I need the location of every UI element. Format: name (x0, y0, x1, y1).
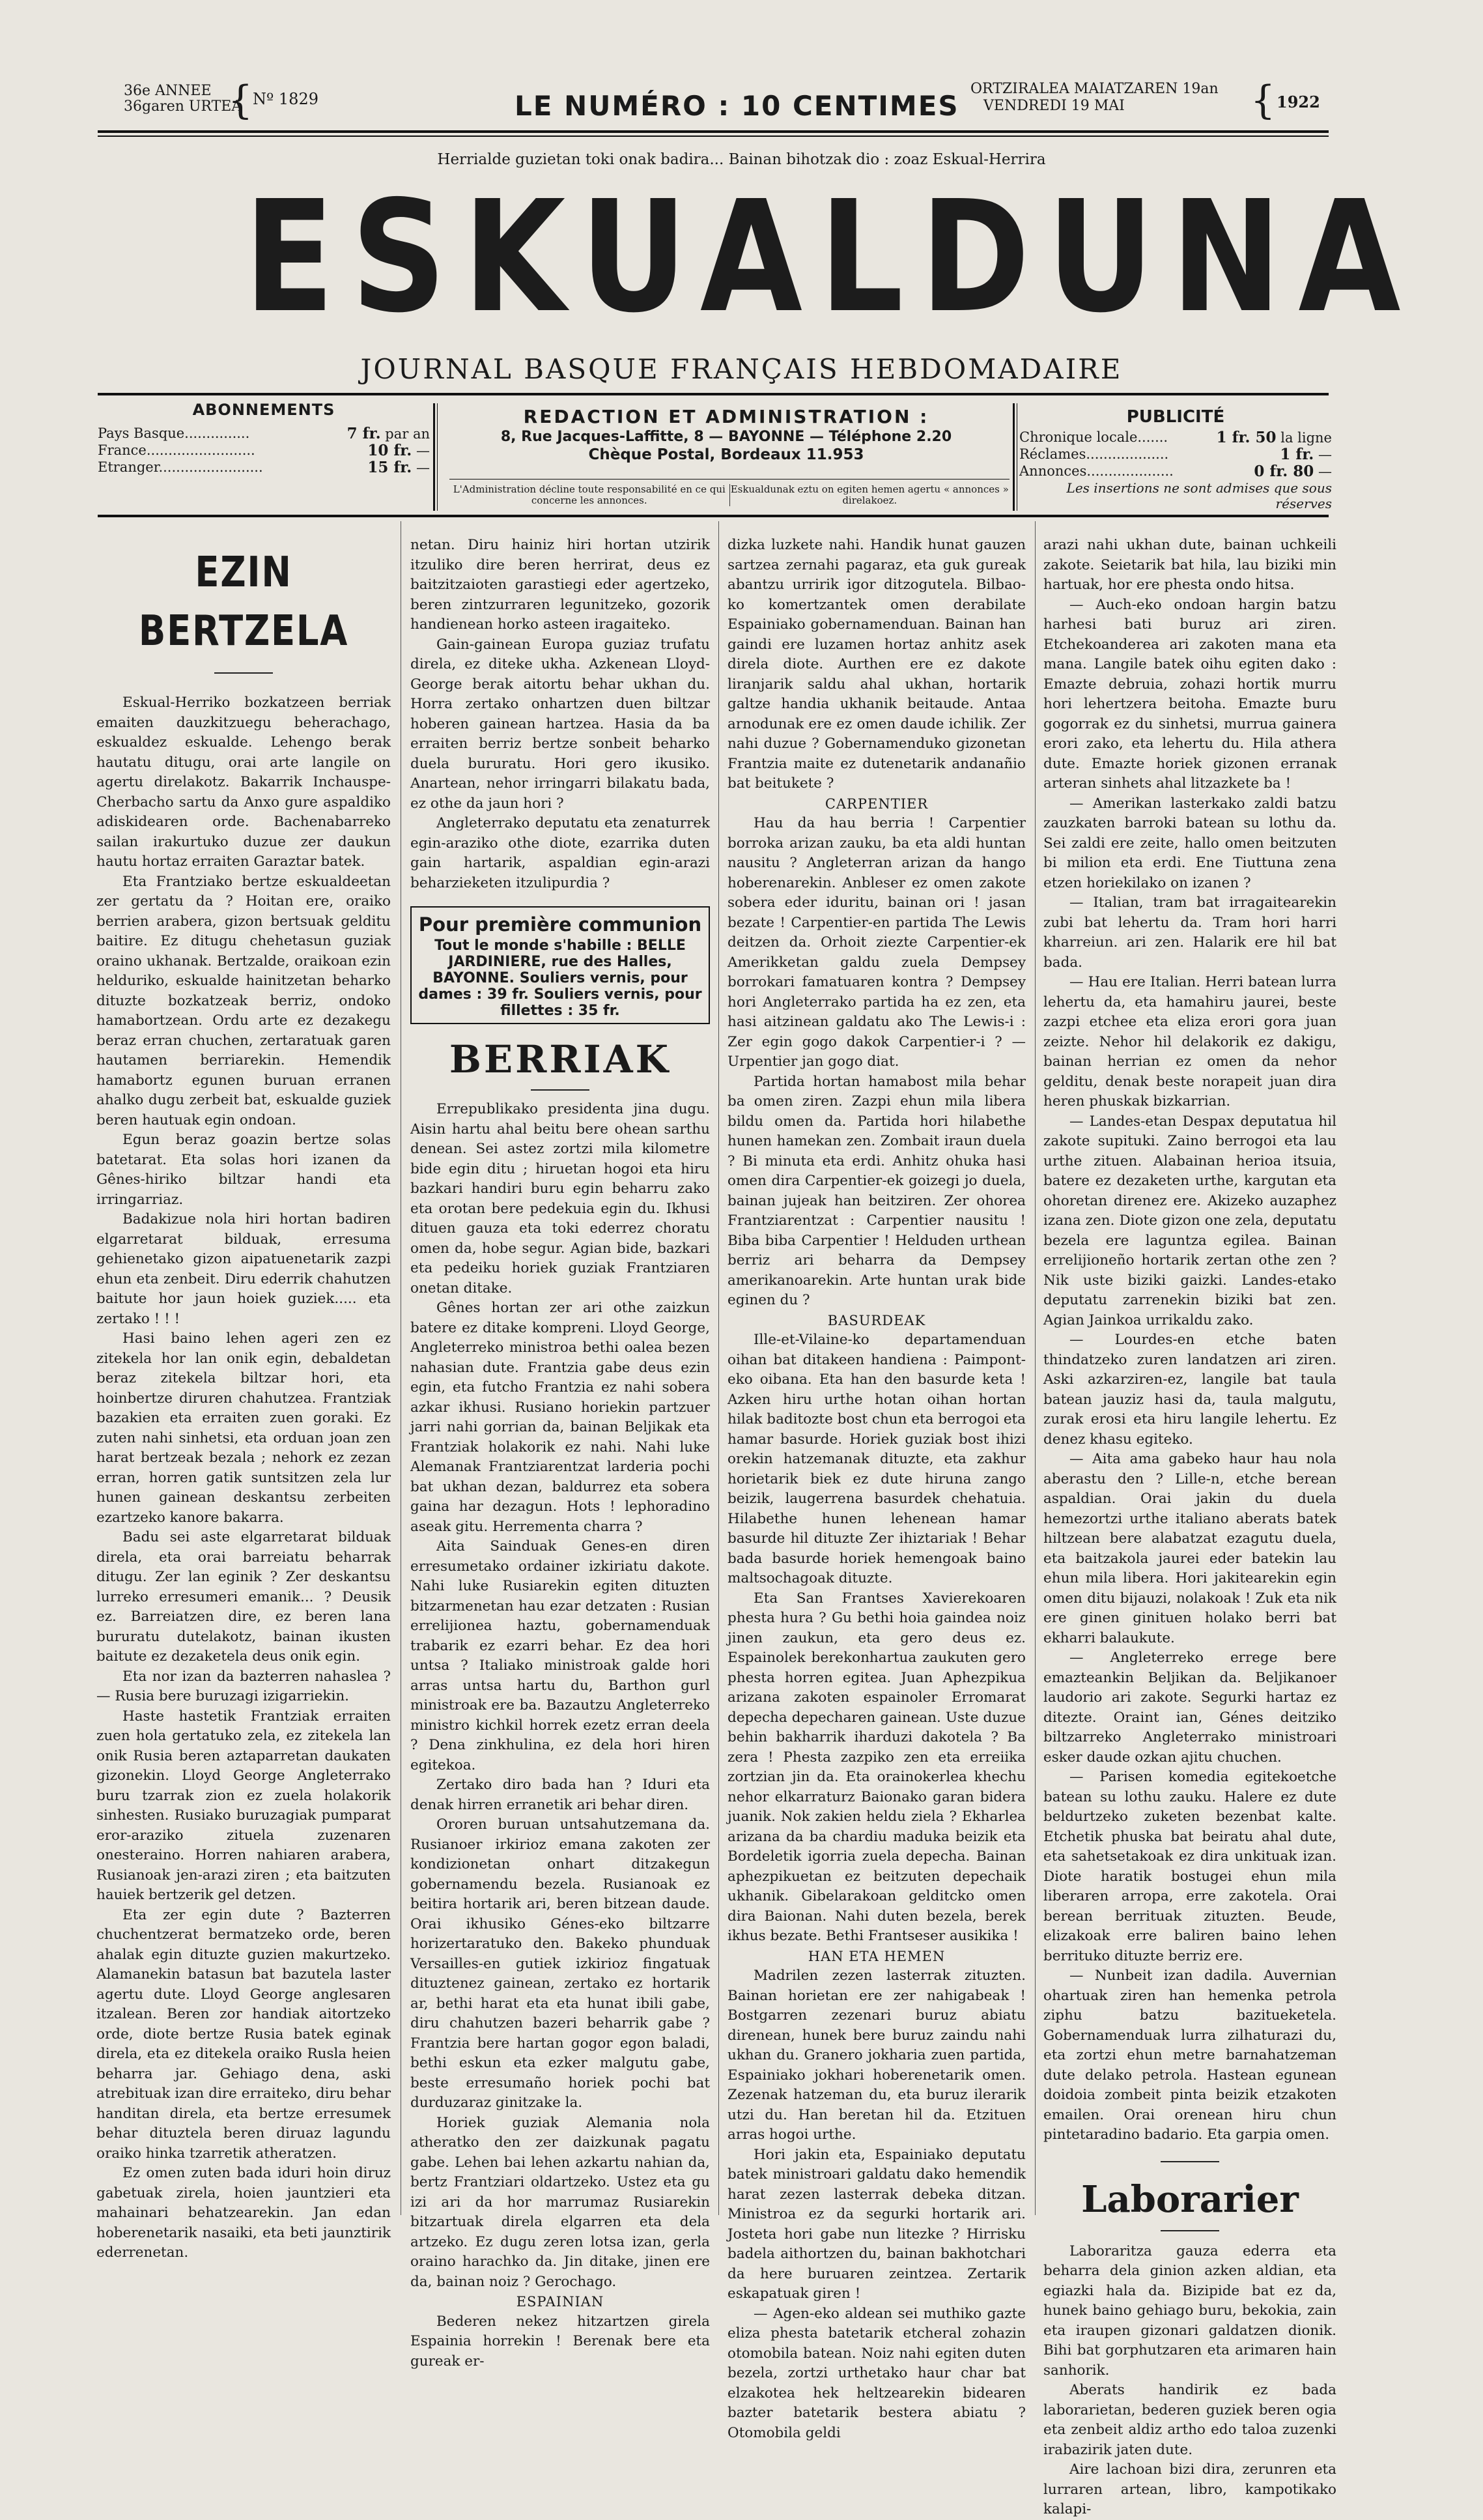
motto: Herrialde guzietan toki onak badira... Bainan bihotzak dio : zoaz Eskual-Herrira (437, 151, 1046, 168)
section-rule (1161, 2161, 1219, 2162)
masthead-rule (98, 136, 1329, 137)
paragraph: Badu sei aste elgarretarat bilduak direla, eta orai barreiatu beharrak ditugu. Zer lan eginik ? Zer deskantsu lurreko erresumeri emanik... ? Deusik ez. Barreiatzen dire, ez beren lana bururatu dutelakotz, bainan ikusten baitute ez dezaketela deus onik egin. (96, 1529, 391, 1665)
row-price: 1 fr. (1280, 446, 1314, 463)
urtea-label: 36garen URTEA (124, 98, 242, 115)
row-unit: — (1318, 464, 1332, 480)
box-bottom-rule (98, 515, 1329, 517)
masthead-rule (98, 130, 1329, 133)
paragraph: — Hau ere Italian. Herri batean lurra lehertu da, eta hamahiru jaurei, beste zazpi etchee eta eliza erori gora juan zeizte. Nehor hil delakorik ez dakigu, bainan herrian ez omen da nehor gelditu, denak beste norapeit juan dira heren phuskak bizkarrian. (1043, 974, 1336, 1110)
section-title: ESPAINIAN (516, 2294, 604, 2310)
note-french: L'Administration décline toute responsabilité en ce qui concerne les annonces. (449, 484, 730, 506)
headline-rule (531, 1089, 589, 1091)
paragraph: Partida hortan hamabost mila behar ba omen ziren. Zazpi ehun mila libera bildu omen da. Partida hori hilabethe hunen hamekan zen. Zombait iraun duela ? Bi minuta eta erdi. Anhitz ohuka hasi omen dira Carpentier-ek goizegi jo duela, bainan jujeak han beitziren. Zer ohorea Frantziarentzat : Carpentier nausitu ! Biba biba Carpentier ! Helduden urthean berriz ari beharra da Dempsey amerikanoarekin. Arte huntan urak bide eginen du ? (727, 1073, 1026, 1308)
paragraph: Zertako diro bada han ? Iduri eta denak hirren erranetik ari behar diren. (410, 1777, 710, 1813)
paragraph: Hori jakin eta, Espainiako deputatu batek ministroari galdatu dako hemendik harat zezen lasterrak debeka ditzan. Ministroa ez da segurki hortarik ari. Josteta hori gabe nun litezke ? Hirrisku badela aithortzen du, bainan bakhotchari da here buruaren zeintzea. Zertarik eskapatuak giren ! (727, 2146, 1026, 2302)
issue-number: Nº 1829 (253, 90, 318, 108)
paragraph: Angleterrako deputatu eta zenaturrek egin-araziko othe diote, ezarrika duten gain hartarik, aspaldian egin-arazi beharzieketen itzulipurdia ? (410, 815, 710, 891)
paragraph: Hasi baino lehen ageri zen ez zitekela hor lan onik egin, debaldetan beraz zitekela biltzar hori, eta hoinbertze diruren chahutzea. Frantziak bazakien eta erraiten zuen goraki. Ez zuten nahi sinhetsi, eta orduan joan zen harat bertzeak bezala ; nehork ez zezan erran, horren gatik suntsitzen zela lur hunen gainean deskantsu zerbeiten ezartzeko kanore bakarra. (96, 1330, 391, 1526)
paragraph: Eta San Frantses Xavierekoaren phesta hura ? Gu bethi hoia gaindea noiz jinen zaukun, eta gero deus ez. Espainolek berekonhartua zaukuten gero phesta horren egitea. Juan Aphezpikua arizana zakoten espainoler Erromarat depecha depecharen gainean. Uste duzue behin bakharrik iharduzi dakotela ? Ba zera ! Phesta zazpiko zen eta erreiika zortzian jin da. Eta orainokerlea khechu nehor elkarraturz Baionako garan bidera juanik. Nok zakien heldu ziela ? Ekharlea arizana da ba chardiu maduka beizik eta Bordeletik igorria zuela depecha. Bainan aphezpikuetan ez beitzuten depechaik ukhanik. Gibelarakoan gelditcko omen dira Baionan. Nahi duten bezela, berek ikhus bezate. Bethi Frantseser ausikika ! (727, 1590, 1026, 1944)
redaction-cheque: Chèque Postal, Bordeaux 11.953 (588, 446, 864, 463)
redaction-address: 8, Rue Jacques-Laffitte, 8 — BAYONNE — Téléphone 2.20 (500, 429, 952, 445)
paragraph: — Parisen komedia egitekoetche batean su lothu zauku. Halere ez dute beldurtzeko zuketen bezenbat kalte. Etchetik phuska bat beiratu ahal dute, eta sahetsetakoak ez dira unkituak izan. Diote haratik bostugei ehun mila liberaren arropa, erre zakotela. Orai berean berrituak zituzten. Beude, elizakoak erre baliren baino lehen berrituko dituzte berriz ere. (1043, 1769, 1336, 1964)
paragraph: Madrilen zezen lasterrak zituzten. Bainan horietan ere zer nahigabeak ! Bostgarren zezenari buruz abiatu direnean, hunek bere buruz zaindu nahi ukhan du. Granero jokharia zuen partida, Espainiako jokhari hoberenetarik omen. Zezenak hatzeman du, eta buruz ilerarik utzi du. Han beretan hil da. Etzituen arras hogoi urthe. (727, 1968, 1026, 2143)
row-unit: — (416, 443, 430, 459)
paragraph: — Auch-eko ondoan hargin batzu harhesi bati buruz ari ziren. Etchekoanderea ari zakoten mana eta mana. Langile batek oihu egiten dako : Emazte debruia, zohazi hortik murru hori lehertzera beitoha. Emazte buru gogorrak ez du sinhetsi, murrua gainera erori zako, eta lehertu du. Hila athera dute. Emazte horiek gizonen erranak arteran sinhets ahal litzazkete ba ! (1043, 596, 1336, 792)
box-divider (433, 403, 435, 511)
price-row (1019, 463, 1332, 480)
column-1 (96, 536, 391, 2263)
ad-body: Tout le monde s'habille : BELLE JARDINIERE, rue des Halles, BAYONNE. Souliers vernis, pour dames : 39 fr. Souliers vernis, pour fillettes : 35 fr. (418, 938, 702, 1019)
price-row (98, 459, 430, 476)
paragraph: — Nunbeit izan dadila. Auvernian ohartuak ziren han hemenka petrola ziphu batzu bazitueketela. Gobernamenduak lurra zilhaturazi du, eta zortzi ehun metre barnahatzeman dute delako petrola. Hastean egunean doidoia zombeit pinta beizik etzakoten emailen. Orai orenean hiru chun pintetaradino badario. Eta garpia omen. (1043, 1968, 1336, 2143)
paragraph: Horiek guziak Alemania nola atheratko den zer daizkunak pagatu gabe. Lehen bai lehen azkartu nahian da, bertz Frantziari oldartzeko. Ustez eta gu izi ari da hor marrumaz Rusiarekin bitzartuak direla elgarren eta dela artzeko. Ez dugu zeren lotsa izan, gerla oraino harachko da. Jin ditake, jinen ere da, bainan noiz ? Gerochago. (410, 2114, 710, 2290)
publicite-note: Les insertions ne sont admises que sous réserves (1066, 480, 1332, 511)
headline-rule (1161, 2230, 1219, 2231)
paragraph: Ororen buruan untsahutzemana da. Rusianoer irkirioz emana zakoten zer kondizionetan onhart ditzakegun gobernamendu bezela. Rusianoak ez beitira hortarik ari, beren bitzean daude. Orai ikhusiko Génes-eko biltzarre horizertaratuko den. Bakeko phunduak Versailles-en gutiek izkirioz fingatuak dituztenez gainean, zertako ez hortarik ar, bethi harat eta eta hunat ibili gabe, diru chahutzen bazeri beharrik gabe ? Frantzia bere hartan gogor egon baladi, bethi eskun eta ezker malgutu gabe, beste erresumaño horiek pochi bat durduzaraz ginitzake la. (410, 1816, 710, 2111)
brace-decoration: { (228, 78, 253, 123)
subscription-box (98, 401, 1332, 511)
row-label: Etranger........................ (98, 459, 263, 475)
redaction-panel (443, 406, 1010, 463)
paragraph: Errepublikako presidenta jina dugu. Aisin hartu ahal beitu bere ohean sarthu denean. Sei astez zortzi mila kilometre bide egin ditu ; hiruetan hogoi eta hiru bazkari handiri buru egin beharru zako eta orotan bere pedekuia egin du. Ikhusi dituen gauza eta toki ederrez choratu omen da, hobe segur. Agian bide, bazkari eta pedeiku horiek guziak Frantziaren onetan ditake. (410, 1101, 710, 1296)
redaction-notes (449, 484, 1010, 506)
paragraph: Eta nor izan da bazterren nahaslea ? — Rusia bere buruzagi izigarriekin. (96, 1668, 391, 1704)
row-unit: — (416, 460, 430, 476)
paragraph: Aberats handirik ez bada laborarietan, bederen guziek beren ogia eta zenbeit aldiz artho edo taloa zuzenki irabazirik jaten dute. (1043, 2382, 1336, 2458)
column-2 (410, 536, 710, 2371)
paragraph: Gênes hortan zer ari othe zaizkun batere ez ditake kompreni. Lloyd George, Angleterreko ministroa bethi oalea bezen nahasian dute. Frantzia gabe deus ezin egin, eta futcho Frantzia ez nahi sobera azkar ikhusi. Rusiano horiekin partzuer jarri nahi gorrian da, bainan Beljikak eta Frantziak holakorik ez nahi. Nahi luke Alemanak Frantziarentzat larderia pochi bat ukhan dezan, baldurrez eta sobera gaina har dezagun. Hots ! lephoradino aseak gitu. Herrementa charra ? (410, 1300, 710, 1535)
section-title: BASURDEAK (827, 1312, 926, 1328)
box-divider (437, 403, 438, 511)
column-rule (718, 521, 719, 2215)
subtitle-rule (98, 393, 1329, 395)
article-headline: EZIN BERTZELA (138, 549, 349, 655)
paragraph: Aire lachoan bizi dira, zerunren eta lurraren artean, libro, kampotikako kalapi- (1043, 2461, 1336, 2517)
row-label: Annonces.................... (1019, 463, 1174, 479)
ad-title: Pour première communion (418, 913, 702, 936)
publicite-heading: PUBLICITÉ (1126, 407, 1225, 427)
row-unit: — (1318, 447, 1332, 463)
section-headline: BERRIAK (449, 1037, 671, 1081)
paragraph: Eta zer egin dute ? Bazterren chuchentzerat bermatzeko orde, beren ahalak egin dituzte guzien makurtzeko. Alamanekin batasun bat bazutela laster agertu dute. Lloyd George anglesaren itzalean. Beren zor handiak aitortzeko orde, diote bertze Rusia batek eginak direla, eta ez ditekela oraiko Rusla heien beharra jar. Gehiago dena, aski atrebituak izan dire erraiteko, diru behar handitan direla, eta bertze erresumek behar dituztela beren diruaz lagundu oraiko hinka tzarretik atheratzen. (96, 1906, 391, 2162)
abonnements-panel (98, 401, 430, 476)
paragraph: Gain-gainean Europa guziaz trufatu direla, ez diteke ukha. Azkenean Lloyd-George berak aitortu behar ukhan du. Horra zertako onhartzen duen biltzar hoberen gainean hartzea. Hasia da ba erraiten berriz bertze sonbeit beharko duela bururatu. Hori gero ikusiko. Anartean, nehor irringarri bilakatu bada, ez othe da jaun hori ? (410, 636, 710, 812)
abonnements-heading: ABONNEMENTS (192, 401, 335, 419)
paragraph: Badakizue nola hiri hortan badiren elgarretarat bilduak, erresuma gehienetako gizon aipatuenetarik zazpi ehun eta zenbeit. Diru ederrik chahutzen baitute hor jaun hoiek guziek..... eta zertako ! ! ! (96, 1211, 391, 1327)
paragraph: netan. Diru hainiz hiri hortan utzirik itzuliko dire beren herrirat, deus ez baitzitzaioten garastiegi eder agertzeko, beren zintzurraren legunitzeko, gozorik handienean horko asteen iragaiteko. (410, 537, 710, 633)
paragraph: — Angleterreko errege bere emazteankin Beljikan da. Beljikanoer laudorio ari zakote. Segurki hartaz ez ditezte. Oraint ian, Génes deitziko biltzarreko Angleterrako ministroari esker daude ozkan ajitu chuchen. (1043, 1650, 1336, 1766)
row-price: 7 fr. (346, 425, 381, 442)
publicite-panel (1019, 407, 1332, 511)
column-rule (1035, 521, 1036, 2215)
section-title: HAN ETA HEMEN (808, 1948, 946, 1964)
column-4 (1043, 536, 1336, 2520)
row-label: Chronique locale....... (1019, 429, 1168, 445)
issue-year: 1922 (1277, 93, 1320, 111)
box-divider (449, 479, 1010, 480)
paragraph: — Amerikan lasterkako zaldi batzu zauzkaten barroki batean su lothu da. Sei zaldi ere zeite, hallo omen beitzuten bi milion eta erdi. Ene Tiuttuna zena etzen horiekilako on izanen ? (1043, 795, 1336, 891)
paragraph: Hau da hau berria ! Carpentier borroka arizan zauku, ba eta aldi huntan nausitu ? Angleterran arizan da hango hoberenarekin. Anbleser ez omen zakote sobera eder iduritu, bainan ori ! jasan bezate ! Carpentier-en partida The Lewis deitzen da. Orhoit ziezte Carpentier-ek Amerikketan galdu zuela Dempsey borrokari famatuaren kontra ? Dempsey hori Angleterrako partida ha ez zen, eta hasi aitzinean galdatu ako The Lewis-i : Zer egin gogo dakok Carpentier-i ? — Urpentier jan gogo diat. (727, 815, 1026, 1070)
paragraph: Ille-et-Vilaine-ko departamenduan oihan bat ditakeen handiena : Paimpont-eko oibana. Eta han den basurde keta ! Azken hiru urthe hotan oihan hortan hilak baditozte bost chun eta berrogoi eta hamar basurde. Horiek guziak bost ihizi orekin hatzemanak dituzte, eta zakhur horietarik biek ez dute hiruna zango beizik, laugerrena basurdek chehatuia. Hilabethe hunen lehenean hamar basurde hil dituzte Zer ihiztariak ! Behar bada basurde horiek hemengoak baino maltsochagoak dituzte. (727, 1332, 1026, 1586)
date-basque: ORTZIRALEA MAIATZAREN 19an (970, 81, 1219, 97)
paragraph: Haste hastetik Frantziak erraiten zuen hola gertatuko zela, ez zitekela lan onik Rusia beren aztaparretan daukaten gizonekin. Lloyd George Angleterrako buru tzarrak zion ez zuela holakorik sinhesten. Rusiako buruzagiak pumparat eror-araziko zituela zuzenaren onesteraino. Horren nahiaren arabera, Rusianoak jen-arazi ziren ; eta baitzuten hauiek bertzerik gel detzen. (96, 1708, 391, 1903)
paragraph: — Agen-eko aldean sei muthiko gazte eliza phesta batetarik etcheral zohazin otomobila batean. Noiz nahi egiten duten bezela, zortzi urthetako haur char bat elzakotea hek heltzearekin bidearen bazter batetarik bestera abiatu ? Otomobila geldi (727, 2305, 1026, 2441)
section-headline: Laborarier (1081, 2177, 1299, 2221)
advertisement-box (410, 906, 710, 1024)
paragraph: Laboraritza gauza ederra eta beharra dela ginion azken aldian, eta egiazki hala da. Bizipide bat ez da, hunek baino gehiago buru, bekokia, zain eta iraupen gizonari galdatzen dionik. Bihi bat gorphutzaren eta arimaren hain sanhorik. (1043, 2242, 1336, 2379)
section-title: CARPENTIER (825, 795, 929, 812)
paragraph: Ez omen zuten bada iduri hoin diruz gabetuak zirela, hoien jauntzieri eta mahainari behatzearekin. Jan edan hoberenetarik nasaiki, eta beti jaunztirik ederrenetan. (96, 2165, 391, 2261)
paragraph: dizka luzkete nahi. Handik hunat gauzen sartzea zernahi pagaraz, eta guk gureak abantzu urririk igor ditzogutela. Bilbao-ko komertzantek omen derabilate Espainiako gobernamenduan. Bainan han gaindi ere luzamen hortaz anhitz asek direla diote. Aurthen ere ez dakote liranjarik saldu ahal ukhan, hortarik galtze handia ukhanik beitaude. Antaa arnodunak ere ez omen daude ichilik. Zer nahi duzue ? Gobernamenduko gizonetan Frantzia maite ez dutenetarik andanañio bat beitukete ? (727, 537, 1026, 792)
row-price: 15 fr. (367, 459, 412, 476)
price-row (98, 442, 430, 459)
paragraph: Bederen nekez hitzartzen girela Espainia horrekin ! Berenak bere eta gureak er- (410, 2313, 710, 2370)
row-price: 10 fr. (367, 442, 412, 459)
paragraph: — Italian, tram bat irragaitearekin zubi bat lehertu da. Tram hori harri kharreiun. ari zen. Halarik ere hil bat bada. (1043, 895, 1336, 971)
newspaper-title: ESKUALDUNA (244, 167, 1418, 347)
row-price: 0 fr. 80 (1254, 463, 1314, 480)
date-french: VENDREDI 19 MAI (983, 98, 1125, 114)
issue-date (970, 81, 1219, 115)
note-basque: Eskualdunak eztu on egiten hemen agertu « annonces » direlakoez. (730, 483, 1009, 506)
brace-decoration: { (1250, 78, 1276, 123)
price-banner: LE NUMÉRO : 10 CENTIMES (515, 90, 959, 122)
redaction-heading: REDACTION ET ADMINISTRATION : (523, 406, 929, 427)
price-row (1019, 446, 1332, 463)
paragraph: Eskual-Herriko bozkatzeen berriak emaiten dauzkitzuegu beherachago, eskualdez eskualde. Lehengo berak hautatu ditugu, orai arte langile on agertu direlakotz. Bakarrik Inchauspe-Cherbacho sartu da Anxo gure aspaldiko adiskidearen orde. Bachenabarreko sailan irakurtuko duzue zer daukun hautu hortaz erraiten Garaztar batek. (96, 694, 391, 870)
paragraph: Aita Sainduak Genes-en diren erresumetako ordainer izkiriatu dakote. Nahi luke Rusiarekin egiten dituzten bitzarmenetan hau ezar detzaten : Rusian errelijionea haztu, gobernamenduak trabarik ez ezarri behar. Ez dea hori untsa ? Italiako ministroak galde hori arras untsa hartu du, Barthon gurl ministroak ere ba. Bazautzu Angleterreko ministro kichkil horrek ezetz erran deela ? Dena zinkhulina, ez dela hori hiren egitekoa. (410, 1538, 710, 1773)
paragraph: Egun beraz goazin bertze solas batetarat. Eta solas hori izanen da Gênes-hiriko biltzar handi eta irringarriaz. (96, 1132, 391, 1208)
paragraph: — Aita ama gabeko haur hau nola aberastu den ? Lille-n, etche berean aspaldian. Orai jakin du duela hemezortzi urthe italiano aberats batek hiltzean bere alabatzat ezagutu duela, eta baitzakola jaurei eder batekin lau ehun mila libera. Hori jakitearekin egin omen ditu bijauzi, nolakoak ! Zuk eta nik ere ginen ginituen holako berri bat ekharri balaukute. (1043, 1451, 1336, 1646)
price-row (98, 425, 430, 442)
masthead-topline (98, 77, 1379, 136)
column-3 (727, 536, 1026, 2443)
box-divider (1013, 403, 1015, 511)
row-label: Pays Basque............... (98, 425, 250, 441)
paragraph: — Lourdes-en etche baten thindatzeko zuren landatzen ari ziren. Aski azkarziren-ez, langile bat taula batean jauziz hasi da, taula malgutu, zurak erosi eta hiru langile lehertu. Ez denez khasu egiteko. (1043, 1332, 1336, 1448)
price-row (1019, 429, 1332, 446)
row-unit: par an (385, 426, 430, 442)
paragraph: arazi nahi ukhan dute, bainan uchkeili zakote. Seietarik bat hila, lau biziki min hartuak, hor ere phesta ondo hitsa. (1043, 537, 1336, 593)
paragraph: — Landes-etan Despax deputatua hil zakote supituki. Zaino berrogoi eta lau urthe zituen. Alabainan herioa itsuia, batere ez dezaketen urthe, kargutan eta ohoretan direnez ere. Akizeko auzaphez izana zen. Diote gizon one zela, deputatu bezela ere laguntza egilea. Bainan errelijioneño hortarik zertan othe zen ? Nik uste biziki gaizki. Landes-etako deputatu zarrenekin biziki bat zen. Agian Jainkoa urrikaldu zako. (1043, 1113, 1336, 1328)
row-label: Réclames................... (1019, 446, 1169, 462)
row-label: France......................... (98, 442, 255, 458)
annee-label: 36e ANNEE (124, 83, 212, 99)
row-price: 1 fr. 50 (1216, 429, 1277, 446)
year-edition (124, 83, 242, 115)
row-unit: la ligne (1280, 430, 1332, 446)
headline-rule (214, 672, 273, 674)
newspaper-subtitle: JOURNAL BASQUE FRANÇAIS HEBDOMADAIRE (360, 353, 1123, 385)
paragraph: Eta Frantziako bertze eskualdeetan zer gertatu da ? Hoitan ere, oraiko berrien arabera, gizon bertsuak gelditu baitire. Ez ditugu chehetasun guziak oraino ukhanak. Bertzalde, oraikoan ezin helduriko, eskualde hainitzetan beharko dituzte bozkatzeak berriz, ondoko hamabortzean. Ordu arte ez dezakegu beraz erran chuchen, zertaratuak garen hautamen berriarekin. Hemendik hamabortz egunen buruan erranen ahalko dugu zerbeit bat, eskualde guziek beren hautuak egin ondoan. (96, 873, 391, 1128)
